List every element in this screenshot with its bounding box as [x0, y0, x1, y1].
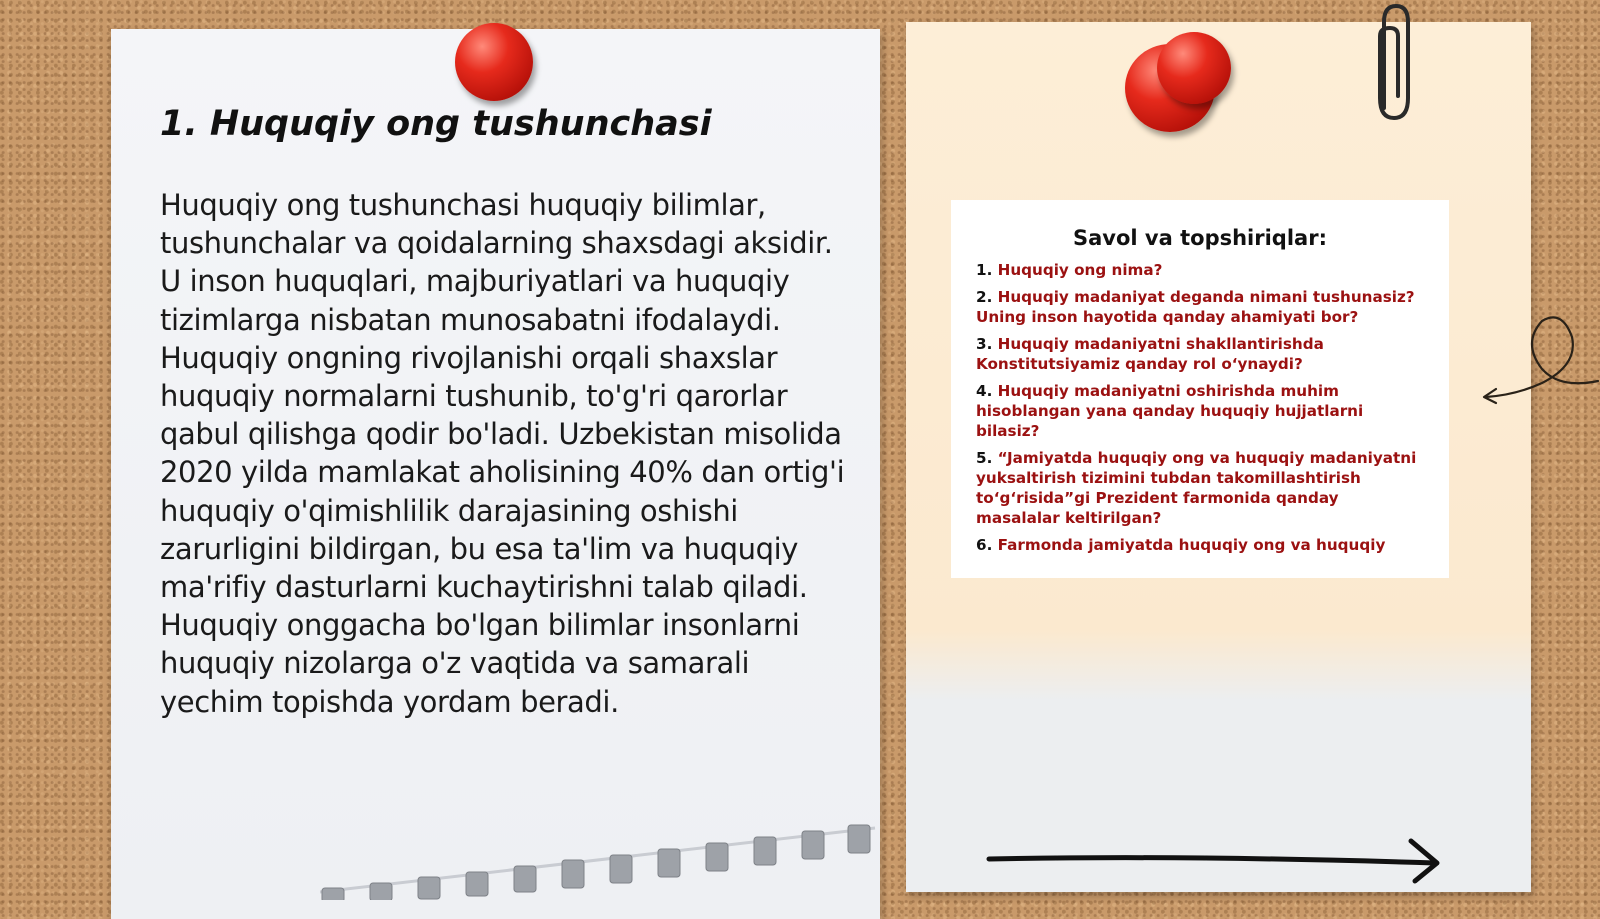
spiral-binding-decoration	[320, 800, 880, 900]
question-item	[976, 448, 1425, 528]
question-number: 2.	[976, 288, 993, 306]
question-item	[976, 381, 1425, 441]
questions-card	[951, 200, 1449, 578]
question-item	[976, 287, 1425, 327]
question-number: 1.	[976, 261, 993, 279]
paperclip-icon	[1370, 0, 1416, 126]
right-arrow-icon	[985, 835, 1447, 885]
question-text: Huquqiy ong nima?	[997, 261, 1163, 279]
question-number: 6.	[976, 536, 993, 554]
red-push-pin-icon	[455, 23, 533, 101]
question-text: Farmonda jamiyatda huquqiy ong va huquqiy	[997, 536, 1386, 554]
question-number: 4.	[976, 382, 993, 400]
questions-list	[951, 260, 1449, 555]
body-paragraph: Huquqiy ong tushunchasi huquqiy bilimlar, tushunchalar va qoidalarning shaxsdagi aksidir. U inson huquqlari, majburiyatlari va huquqiy tizimlarga nisbatan munosabatni ifodalaydi. Huquqiy ongning rivojlanishi orqali shaxslar huquqiy normalarni tushunib, to'g'ri qarorlar qabul qilishga qodir bo'ladi. Uzbekistan misolida 2020 yilda mamlakat aholisining 40% dan ortig'i huquqiy o'qimishlilik darajasining oshishi zarurligini bildirgan, bu esa ta'lim va huquqiy ma'rifiy dasturlarni kuchaytirishni talab qiladi. Huquqiy onggacha bo'lgan bilimlar insonlarni huquqiy nizolarga o'z vaqtida va samarali yechim topishda yordam beradi.	[160, 188, 845, 719]
question-item	[976, 535, 1425, 555]
question-text: Huquqiy madaniyatni oshirishda muhim hisoblangan yana qanday huquqiy hujjatlarni bilasiz?	[976, 382, 1364, 440]
red-push-pin-icon	[1157, 32, 1231, 104]
page-title: 1. Huquqiy ong tushunchasi	[160, 104, 712, 144]
question-item	[976, 334, 1425, 374]
question-text: Huquqiy madaniyatni shakllantirishda Konstitutsiyamiz qanday rol o‘ynaydi?	[976, 335, 1324, 373]
question-number: 3.	[976, 335, 993, 353]
question-text: “Jamiyatda huquqiy ong va huquqiy madaniyatni yuksaltirish tizimini tubdan takomillashtirish to‘g‘risida”gi Prezident farmonida qanday masalalar keltirilgan?	[976, 449, 1417, 527]
swirl-arrow-icon	[1480, 313, 1600, 413]
question-text: Huquqiy madaniyat deganda nimani tushunasiz? Uning inson hayotida qanday ahamiyati bor?	[976, 288, 1415, 326]
questions-heading: Savol va topshiriqlar:	[1073, 226, 1327, 250]
question-item	[976, 260, 1425, 280]
question-number: 5.	[976, 449, 993, 467]
